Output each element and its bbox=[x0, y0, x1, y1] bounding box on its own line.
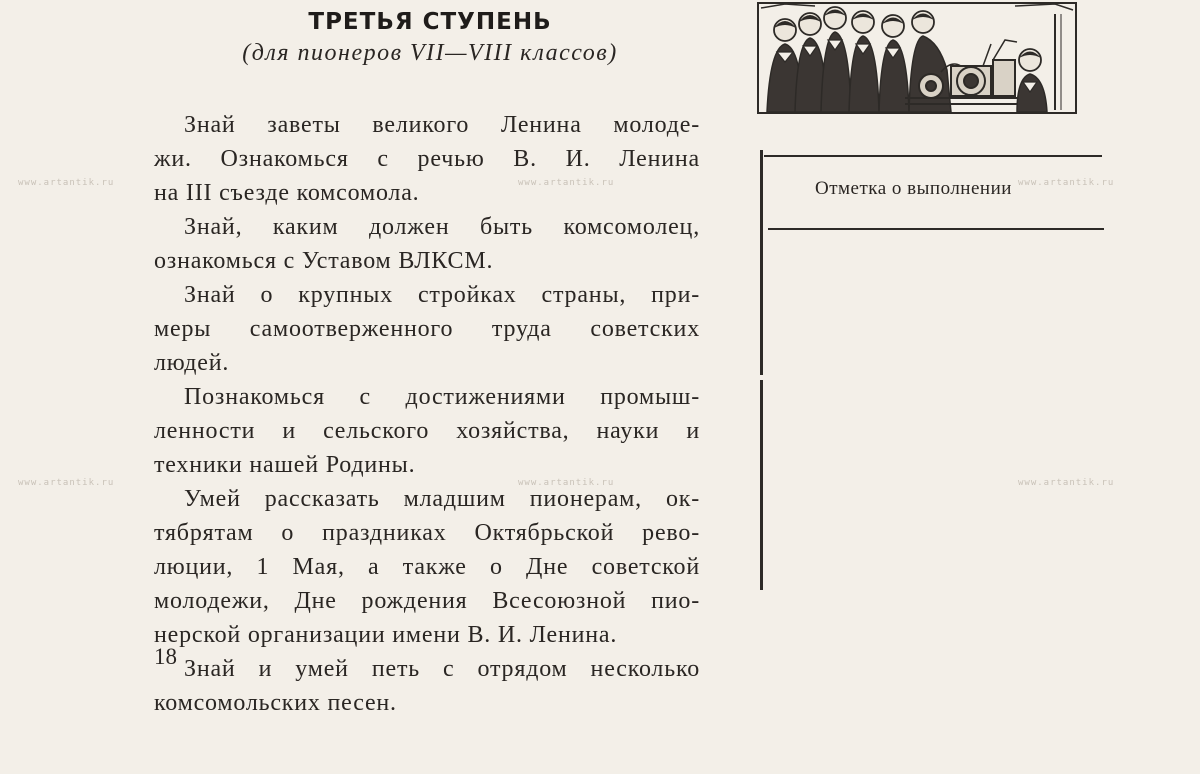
text-line: люции, 1 Мая, а также о Дне советской bbox=[154, 554, 700, 580]
completion-mark-label: Отметка о выполнении bbox=[815, 178, 1012, 199]
requirements-text bbox=[154, 108, 700, 720]
text-line: на III съезде комсомола. bbox=[154, 180, 420, 206]
requirement-paragraph bbox=[154, 652, 700, 720]
text-line: Знай и умей петь с отрядом несколько bbox=[184, 656, 700, 682]
form-border-lower bbox=[760, 380, 763, 590]
watermark: www.artantik.ru bbox=[518, 178, 615, 188]
section-heading bbox=[190, 8, 670, 68]
watermark: www.artantik.ru bbox=[18, 478, 115, 488]
requirement-paragraph bbox=[154, 278, 700, 380]
text-line: Знай о крупных стройках страны, при- bbox=[184, 282, 700, 308]
watermark: www.artantik.ru bbox=[18, 178, 115, 188]
text-line: меры самоотверженного труда советских bbox=[154, 316, 700, 342]
text-line: комсомольских песен. bbox=[154, 690, 397, 716]
text-line: молодежи, Дне рождения Всесоюзной пио- bbox=[154, 588, 700, 614]
text-line: техники нашей Родины. bbox=[154, 452, 416, 478]
requirement-paragraph bbox=[154, 380, 700, 482]
text-line: тябрятам о праздниках Октябрьской рево- bbox=[154, 520, 700, 546]
section-subtitle: (для пионеров VII—VIII классов) bbox=[242, 40, 618, 66]
pioneers-workshop-illustration bbox=[755, 0, 1080, 118]
watermark: www.artantik.ru bbox=[1018, 178, 1115, 188]
page-number: 18 bbox=[154, 644, 177, 669]
text-line: жи. Ознакомься с речью В. И. Ленина bbox=[154, 146, 700, 172]
text-line: Умей рассказать младшим пионерам, ок- bbox=[184, 486, 700, 512]
watermark: www.artantik.ru bbox=[1018, 478, 1115, 488]
text-line: ленности и сельского хозяйства, науки и bbox=[154, 418, 700, 444]
requirement-paragraph bbox=[154, 482, 700, 652]
form-header-rule bbox=[768, 228, 1104, 230]
text-line: Знай, каким должен быть комсомолец, bbox=[184, 214, 700, 240]
text-line: людей. bbox=[154, 350, 230, 376]
text-line: ознакомься с Уставом ВЛКСМ. bbox=[154, 248, 494, 274]
section-title: ТРЕТЬЯ СТУПЕНЬ bbox=[308, 9, 552, 35]
form-top-rule bbox=[764, 155, 1102, 157]
watermark: www.artantik.ru bbox=[518, 478, 615, 488]
form-border-upper bbox=[760, 150, 763, 375]
text-line: нерской организации имени В. И. Ленина. bbox=[154, 622, 618, 648]
text-line: Знай заветы великого Ленина молоде- bbox=[184, 112, 700, 138]
text-line: Познакомься с достижениями промыш- bbox=[184, 384, 700, 410]
requirement-paragraph bbox=[154, 210, 700, 278]
requirement-paragraph bbox=[154, 108, 700, 210]
